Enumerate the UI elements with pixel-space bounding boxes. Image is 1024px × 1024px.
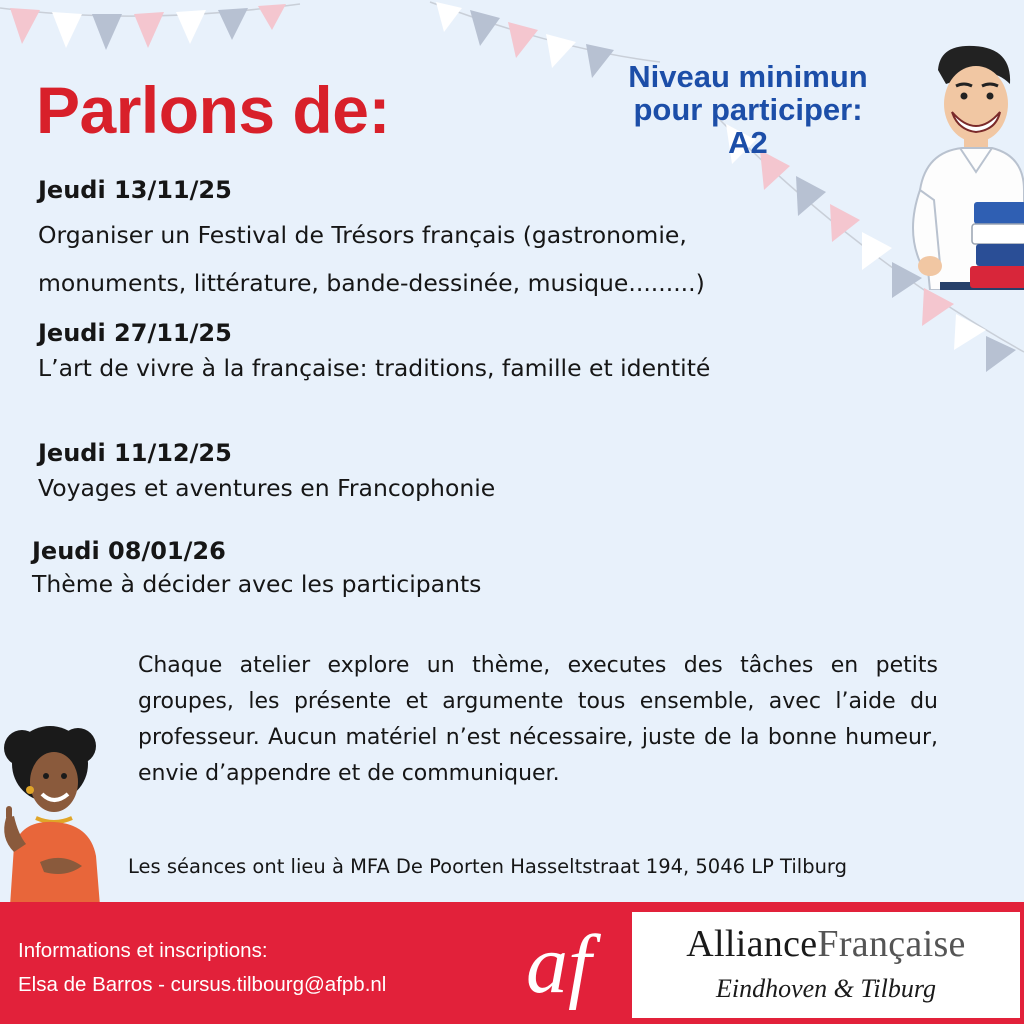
logo-name-bold: Alliance bbox=[686, 923, 818, 965]
page-title: Parlons de: bbox=[36, 73, 390, 147]
af-logo-icon bbox=[522, 908, 622, 1018]
level-requirement bbox=[598, 60, 898, 159]
logo-name bbox=[632, 922, 1020, 966]
logo-subtitle: Eindhoven & Tilburg bbox=[715, 974, 937, 1003]
session-topic-line-2: monuments, littérature, bande-dessinée, musique.........) bbox=[38, 269, 705, 297]
level-line-1: Niveau minimun bbox=[628, 59, 868, 94]
session-date: Jeudi 08/01/26 bbox=[32, 537, 226, 565]
session-date: Jeudi 11/12/25 bbox=[38, 439, 232, 467]
level-line-2: pour participer: bbox=[633, 92, 863, 127]
session-1 bbox=[38, 175, 898, 301]
woman-pointing-illustration bbox=[0, 726, 110, 906]
contact-heading: Informations et inscriptions: bbox=[18, 939, 268, 962]
session-4 bbox=[32, 536, 892, 602]
books-icon bbox=[970, 202, 1024, 288]
workshop-description: Chaque atelier explore un thème, executes des tâches en petits groupes, les présente et argumente tous ensemble, avec l’aide du professeur. Aucun matériel n’est nécessaire, juste de la bonne humeur, envie d’appendre et de communiquer. bbox=[138, 653, 938, 786]
session-2 bbox=[38, 318, 898, 386]
session-topic: L’art de vivre à la française: traditions, famille et identité bbox=[38, 354, 711, 382]
session-date: Jeudi 27/11/25 bbox=[38, 319, 232, 347]
session-topic-line-1: Organiser un Festival de Trésors français (gastronomie, bbox=[38, 221, 687, 249]
session-topic: Voyages et aventures en Francophonie bbox=[38, 474, 496, 502]
alliance-francaise-logo bbox=[632, 912, 1020, 1018]
session-3 bbox=[38, 438, 898, 506]
level-value: A2 bbox=[728, 125, 768, 160]
session-topic: Thème à décider avec les participants bbox=[32, 570, 482, 598]
logo-name-light: Française bbox=[817, 923, 966, 965]
address: Les séances ont lieu à MFA De Poorten Hasseltstraat 194, 5046 LP Tilburg bbox=[128, 855, 847, 878]
af-logo-text: af bbox=[526, 918, 592, 1011]
footer bbox=[0, 902, 1024, 1024]
session-date: Jeudi 13/11/25 bbox=[38, 176, 232, 204]
contact-info bbox=[18, 934, 386, 1002]
man-with-books-illustration bbox=[900, 40, 1024, 290]
contact-email-line[interactable]: Elsa de Barros - cursus.tilbourg@afpb.nl bbox=[18, 973, 387, 996]
